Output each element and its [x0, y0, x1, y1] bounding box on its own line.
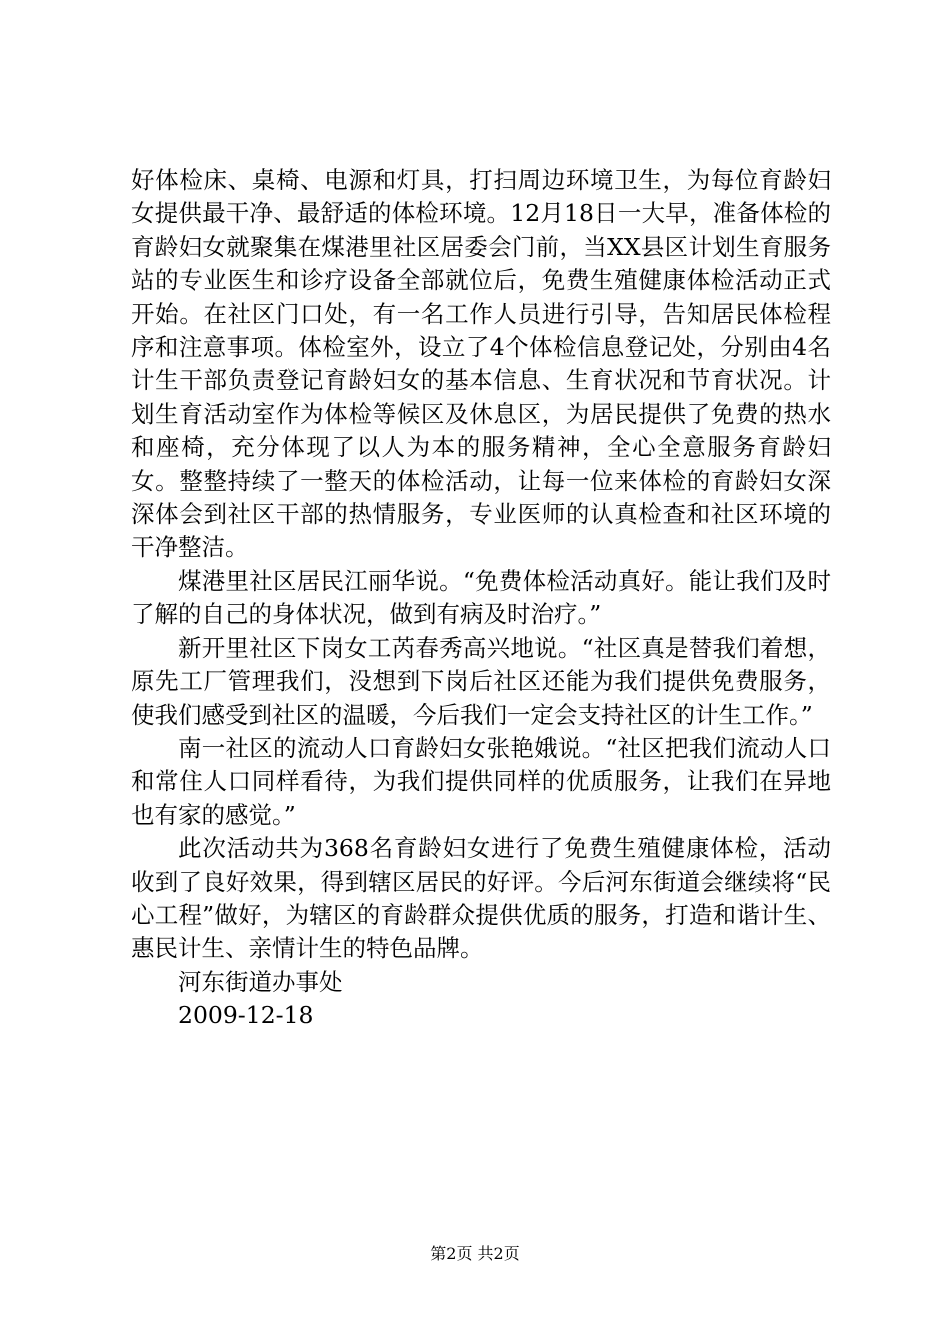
paragraph-summary: 此次活动共为368名育龄妇女进行了免费生殖健康体检，活动收到了良好效果，得到辖区居民的好评。今后河东街道会继续将“民心工程”做好，为辖区的育龄群众提供优质的服务，打造和谐计生、惠民计生、亲情计生的特色品牌。: [131, 834, 831, 963]
signature-organization: 河东街道办事处: [178, 967, 343, 996]
paragraph-continued: 好体检床、桌椅、电源和灯具，打扫周边环境卫生，为每位育龄妇女提供最干净、最舒适的体检环境。12月18日一大早，准备体检的育龄妇女就聚集在煤港里社区居委会门前，当XX县区计划生育服务站的专业医生和诊疗设备全部就位后，免费生殖健康体检活动正式开始。在社区门口处，有一名工作人员进行引导，告知居民体检程序和注意事项。体检室外，设立了4个体检信息登记处，分别由4名计生干部负责登记育龄妇女的基本信息、生育状况和节育状况。计划生育活动室作为体检等候区及休息区，为居民提供了免费的热水和座椅，充分体现了以人为本的服务精神，全心全意服务育龄妇女。整整持续了一整天的体检活动，让每一位来体检的育龄妇女深深体会到社区干部的热情服务，专业医师的认真检查和社区环境的干净整洁。: [131, 166, 831, 562]
paragraph-quote-rui: 新开里社区下岗女工芮春秀高兴地说。“社区真是替我们着想，原先工厂管理我们，没想到下岗后社区还能为我们提供免费服务，使我们感受到社区的温暖，今后我们一定会支持社区的计生工作。”: [131, 633, 831, 729]
document-body: [131, 164, 831, 1033]
paragraph-quote-jiang: 煤港里社区居民江丽华说。“免费体检活动真好。能让我们及时了解的自己的身体状况，做到有病及时治疗。”: [131, 566, 831, 629]
page-footer: 第2页 共2页: [430, 1244, 520, 1263]
paragraph-quote-zhang: 南一社区的流动人口育龄妇女张艳娥说。“社区把我们流动人口和常住人口同样看待，为我们提供同样的优质服务，让我们在异地也有家的感觉。”: [131, 733, 831, 829]
signature-date: 2009-12-18: [178, 1001, 314, 1030]
